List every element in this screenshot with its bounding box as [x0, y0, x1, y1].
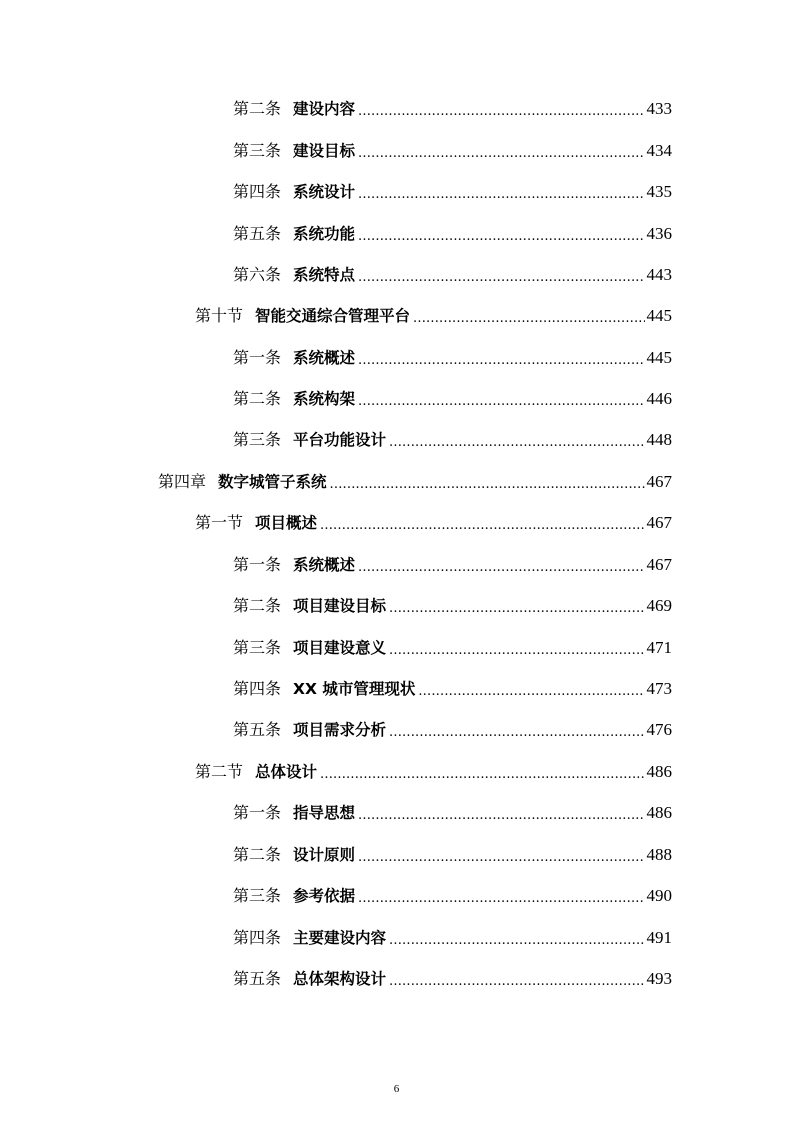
toc-entry-title: 总体架构设计 [293, 970, 387, 988]
toc-entry-label: 第三条 [233, 886, 282, 905]
dot-leader [358, 801, 644, 825]
dot-leader [330, 470, 645, 494]
toc-entry[interactable] [233, 180, 672, 204]
toc-entry[interactable] [233, 884, 672, 908]
toc-entry[interactable] [233, 387, 672, 411]
toc-entry-title: 建设目标 [293, 142, 356, 160]
toc-entry-title: 数字城管子系统 [218, 473, 327, 491]
toc-entry-label: 第四条 [233, 928, 282, 947]
toc-entry-title: 系统功能 [293, 225, 356, 243]
toc-entry[interactable] [233, 636, 672, 660]
toc-entry-label: 第四章 [158, 472, 207, 491]
toc-entry[interactable] [233, 263, 672, 287]
toc-entry-page: 476 [646, 720, 672, 739]
dot-leader [389, 428, 644, 452]
toc-entry-label: 第二条 [233, 596, 282, 615]
toc-entry-page: 486 [646, 803, 672, 822]
dot-leader [358, 97, 644, 121]
toc-entry-label: 第一条 [233, 348, 282, 367]
toc-entry-title: 项目概述 [255, 514, 318, 532]
toc-entry[interactable] [233, 967, 672, 991]
toc-entry[interactable] [233, 97, 672, 121]
dot-leader [320, 760, 644, 784]
toc-entry-label: 第三条 [233, 430, 282, 449]
toc-entry-label: 第二节 [195, 762, 244, 781]
toc-entry[interactable] [233, 594, 672, 618]
toc-entry-title: 系统设计 [293, 183, 356, 201]
toc-entry[interactable] [233, 801, 672, 825]
toc-entry-page: 488 [646, 845, 672, 864]
toc-entry-label: 第一节 [195, 513, 244, 532]
dot-leader [389, 718, 644, 742]
toc-entry-page: 443 [646, 265, 672, 284]
toc-entry[interactable] [195, 511, 672, 535]
toc-entry-page: 448 [646, 430, 672, 449]
dot-leader [389, 926, 644, 950]
toc-entry-page: 445 [646, 348, 672, 367]
toc-entry-page: 467 [646, 513, 672, 532]
dot-leader [389, 594, 644, 618]
toc-entry-page: 435 [646, 182, 672, 201]
dot-leader [418, 677, 644, 701]
toc-entry-label: 第五条 [233, 720, 282, 739]
toc-entry-title: 参考依据 [293, 887, 356, 905]
toc-entry[interactable] [158, 470, 672, 494]
toc-entry[interactable] [233, 843, 672, 867]
toc-entry-label: 第二条 [233, 99, 282, 118]
toc-entry[interactable] [233, 718, 672, 742]
dot-leader [389, 636, 644, 660]
toc-entry-title: 项目建设目标 [293, 597, 387, 615]
toc-entry-title: 系统概述 [293, 349, 356, 367]
toc-entry-page: 473 [646, 679, 672, 698]
toc-entry-page: 436 [646, 224, 672, 243]
toc-entry-title: 项目建设意义 [293, 639, 387, 657]
toc-entry[interactable] [233, 926, 672, 950]
toc-entry-page: 446 [646, 389, 672, 408]
toc-entry-label: 第四条 [233, 182, 282, 201]
toc-entry-page: 434 [646, 141, 672, 160]
toc-entry-label: 第十节 [195, 306, 244, 325]
toc-entry-label: 第五条 [233, 224, 282, 243]
toc-entry-title: 平台功能设计 [293, 431, 387, 449]
toc-entry-title: XX 城市管理现状 [293, 680, 416, 698]
toc-entry-page: 433 [646, 99, 672, 118]
toc-entry-label: 第四条 [233, 679, 282, 698]
dot-leader [413, 304, 644, 328]
toc-entry-title: 设计原则 [293, 846, 356, 864]
toc-entry-title: 指导思想 [293, 804, 356, 822]
toc-entry[interactable] [233, 139, 672, 163]
dot-leader [358, 180, 644, 204]
toc-entry-label: 第一条 [233, 803, 282, 822]
dot-leader [320, 511, 644, 535]
toc-entry[interactable] [233, 346, 672, 370]
toc-entry[interactable] [233, 428, 672, 452]
toc-entry-page: 491 [646, 928, 672, 947]
toc-entry-page: 493 [646, 969, 672, 988]
toc-entry-page: 467 [646, 472, 672, 491]
toc-entry-label: 第三条 [233, 638, 282, 657]
toc-entry-label: 第一条 [233, 555, 282, 574]
toc-entry-label: 第二条 [233, 845, 282, 864]
page-number: 6 [393, 1083, 400, 1095]
toc-entry-title: 系统构架 [293, 390, 356, 408]
toc-entry-page: 471 [646, 638, 672, 657]
toc-entry-title: 主要建设内容 [293, 929, 387, 947]
toc-entry[interactable] [233, 222, 672, 246]
dot-leader [358, 843, 644, 867]
toc-entry-page: 490 [646, 886, 672, 905]
toc-entry-label: 第五条 [233, 969, 282, 988]
toc-entry[interactable] [195, 304, 672, 328]
dot-leader [358, 263, 644, 287]
toc-entry-label: 第六条 [233, 265, 282, 284]
toc-entry-title: 系统概述 [293, 556, 356, 574]
toc-entry-page: 486 [646, 762, 672, 781]
toc-entry-title: 总体设计 [255, 763, 318, 781]
toc-entry-title: 建设内容 [293, 100, 356, 118]
toc-entry[interactable] [195, 760, 672, 784]
toc-entry-page: 469 [646, 596, 672, 615]
toc-entry[interactable] [233, 677, 672, 701]
dot-leader [358, 553, 644, 577]
toc-entry-page: 445 [646, 306, 672, 325]
toc-entry-title: 智能交通综合管理平台 [255, 307, 411, 325]
dot-leader [389, 967, 644, 991]
toc-entry-page: 467 [646, 555, 672, 574]
dot-leader [358, 139, 644, 163]
dot-leader [358, 222, 644, 246]
toc-entry-label: 第二条 [233, 389, 282, 408]
toc-entry-title: 项目需求分析 [293, 721, 387, 739]
toc-entry-label: 第三条 [233, 141, 282, 160]
dot-leader [358, 884, 644, 908]
toc-entry-title: 系统特点 [293, 266, 356, 284]
dot-leader [358, 387, 644, 411]
dot-leader [358, 346, 644, 370]
toc-entry[interactable] [233, 553, 672, 577]
